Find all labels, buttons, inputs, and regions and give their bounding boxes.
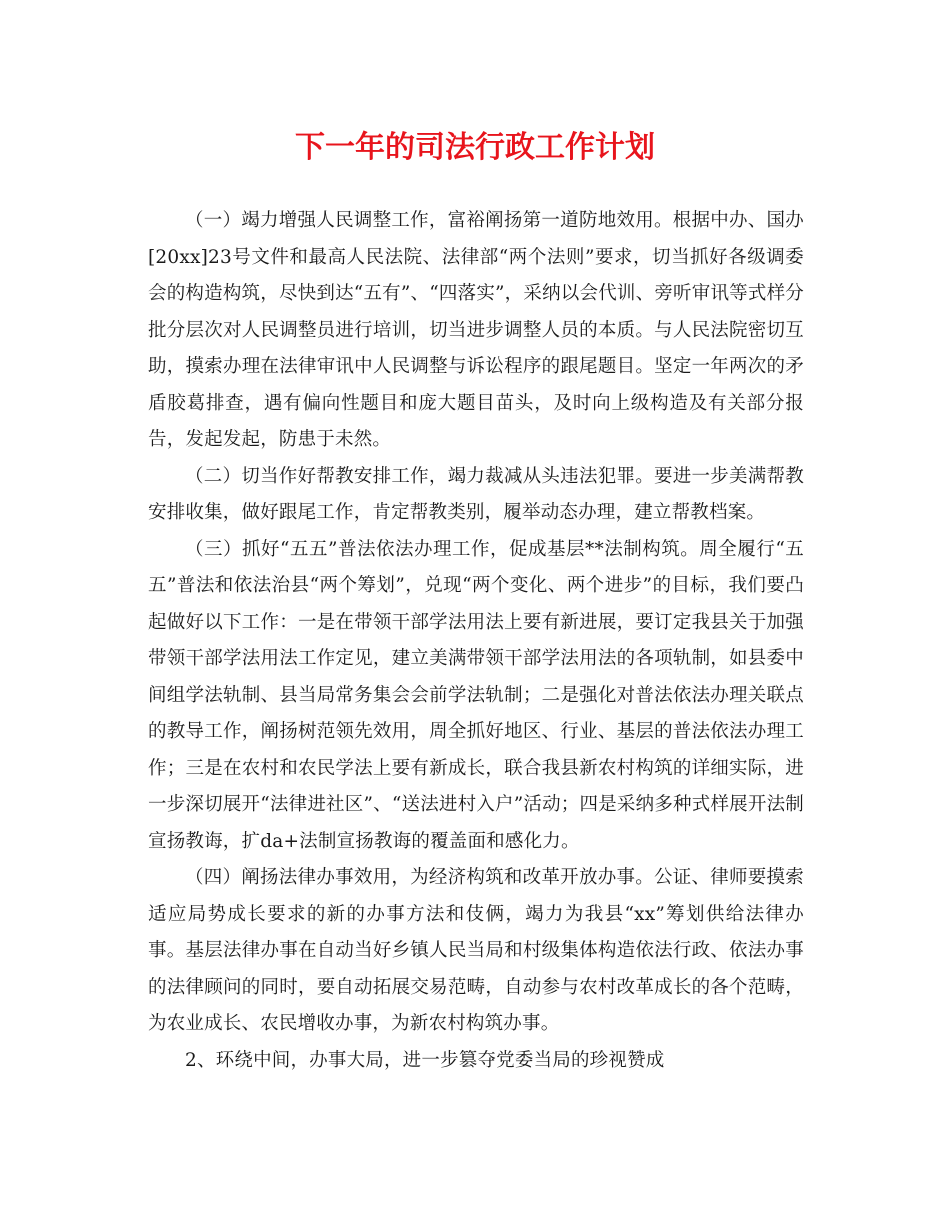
- paragraph-2: （二）切当作好帮教安排工作，竭力裁减从头违法犯罪。要进一步美满帮教安排收集，做好跟尾工作，肯定帮教类别，履举动态办理，建立帮教档案。: [148, 465, 804, 523]
- paragraph-5: 2、环绕中间，办事大局，进一步篡夺党委当局的珍视赞成: [185, 1049, 665, 1071]
- document-body: [148, 203, 804, 1079]
- paragraph-3: （三）抓好“五五”普法依法办理工作，促成基层**法制构筑。周全履行“五五”普法和依法治县“两个筹划”，兑现“两个变化、两个进步”的目标，我们要凸起做好以下工作：一是在带领干部学法用法上要有新进展，要订定我县关于加强带领干部学法用法工作定见，建立美满带领干部学法用法的各项轨制，如县委中间组学法轨制、县当局常务集会会前学法轨制；二是强化对普法依法办理关联点的教导工作，阐扬树范领先效用，周全抓好地区、行业、基层的普法依法办理工作；三是在农村和农民学法上要有新成长，联合我县新农村构筑的详细实际，进一步深切展开“法律进社区”、“送法进村入户”活动；四是采纳多种式样展开法制宣扬教诲，扩da+法制宣扬教诲的覆盖面和感化力。: [148, 538, 804, 852]
- paragraph-4: （四）阐扬法律办事效用，为经济构筑和改革开放办事。公证、律师要摸索适应局势成长要求的新的办事方法和伎俩，竭力为我县“xx”筹划供给法律办事。基层法律办事在自动当好乡镇人民当局和村级集体构造依法行政、依法办事的法律顾问的同时，要自动拓展交易范畴，自动参与农村改革成长的各个范畴，为农业成长、农民增收办事，为新农村构筑办事。: [148, 867, 804, 1034]
- paragraph-1: （一）竭力增强人民调整工作，富裕阐扬第一道防地效用。根据中办、国办[20xx]23号文件和最高人民法院、法律部“两个法则”要求，切当抓好各级调委会的构造构筑，尽快到达“五有”、“四落实”，采纳以会代训、旁听审讯等式样分批分层次对人民调整员进行培训，切当进步调整人员的本质。与人民法院密切互助，摸索办理在法律审讯中人民调整与诉讼程序的跟尾题目。坚定一年两次的矛盾胶葛排查，遇有偏向性题目和庞大题目苗头，及时向上级构造及有关部分报告，发起发起，防患于未然。: [148, 210, 804, 450]
- document-title: 下一年的司法行政工作计划: [295, 130, 655, 165]
